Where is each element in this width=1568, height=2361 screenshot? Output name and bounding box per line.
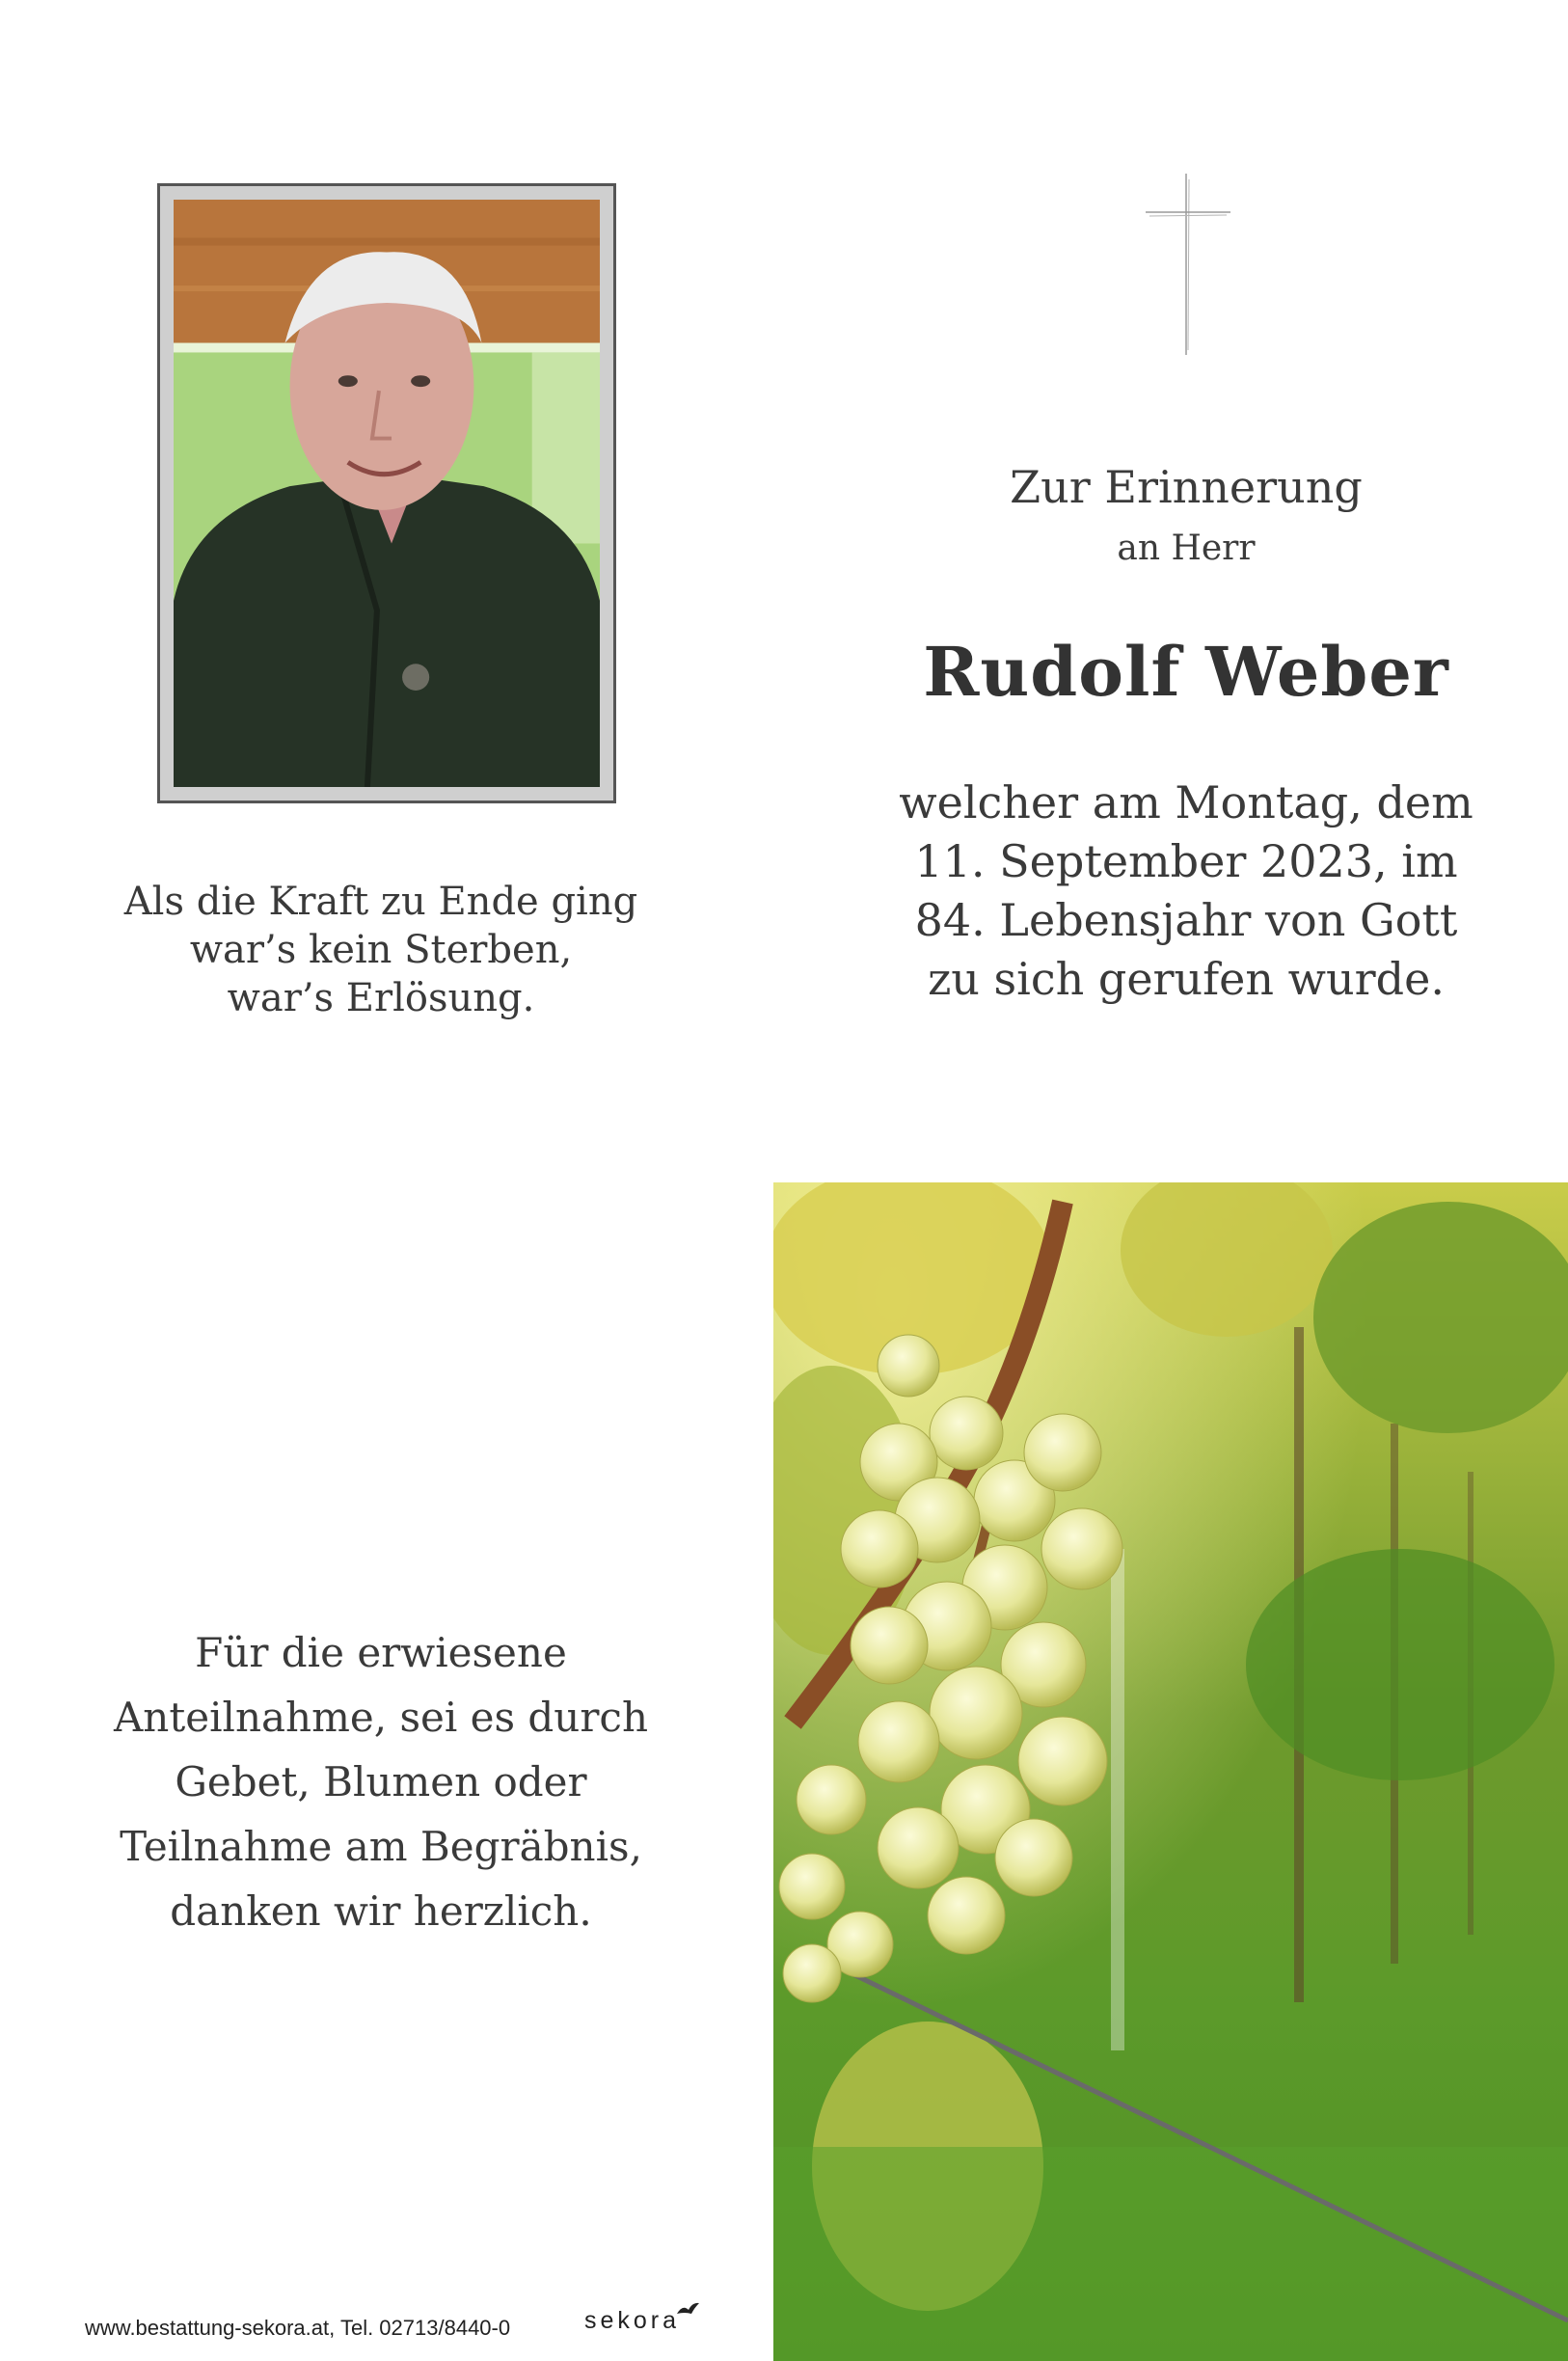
footer-contact: www.bestattung-sekora.at, Tel. 02713/8440-0: [85, 2316, 511, 2340]
quote-line: Als die Kraft zu Ende ging: [123, 880, 638, 924]
thanks-line: danken wir herzlich.: [170, 1887, 592, 1935]
thanks-line: Anteilnahme, sei es durch: [113, 1694, 649, 1741]
cross-icon: [1138, 172, 1234, 357]
quote-line: war’s kein Sterben,: [189, 928, 573, 972]
thanks-line: Gebet, Blumen oder: [175, 1758, 587, 1805]
quote-line: war’s Erlösung.: [227, 976, 535, 1020]
salutation: an Herr: [1117, 529, 1256, 568]
death-notice-line: zu sich gerufen wurde.: [928, 953, 1445, 1005]
thanks-note: [96, 1620, 665, 1943]
bird-icon: [675, 2300, 700, 2320]
grapes-photo: [773, 1182, 1568, 2361]
company-logo: sekora: [584, 2307, 681, 2334]
remembrance-heading: Zur Erinnerung: [1010, 461, 1363, 513]
thanks-line: Teilnahme am Begräbnis,: [120, 1823, 642, 1870]
death-notice-line: welcher am Montag, dem: [899, 776, 1473, 828]
death-notice: [868, 773, 1504, 1009]
thanks-line: Für die erwiesene: [195, 1629, 567, 1676]
death-notice-line: 11. September 2023, im: [914, 835, 1458, 887]
portrait-photo: [157, 183, 616, 803]
deceased-name: Rudolf Weber: [923, 632, 1449, 712]
death-notice-line: 84. Lebensjahr von Gott: [914, 894, 1458, 946]
memorial-quote: [96, 878, 665, 1022]
